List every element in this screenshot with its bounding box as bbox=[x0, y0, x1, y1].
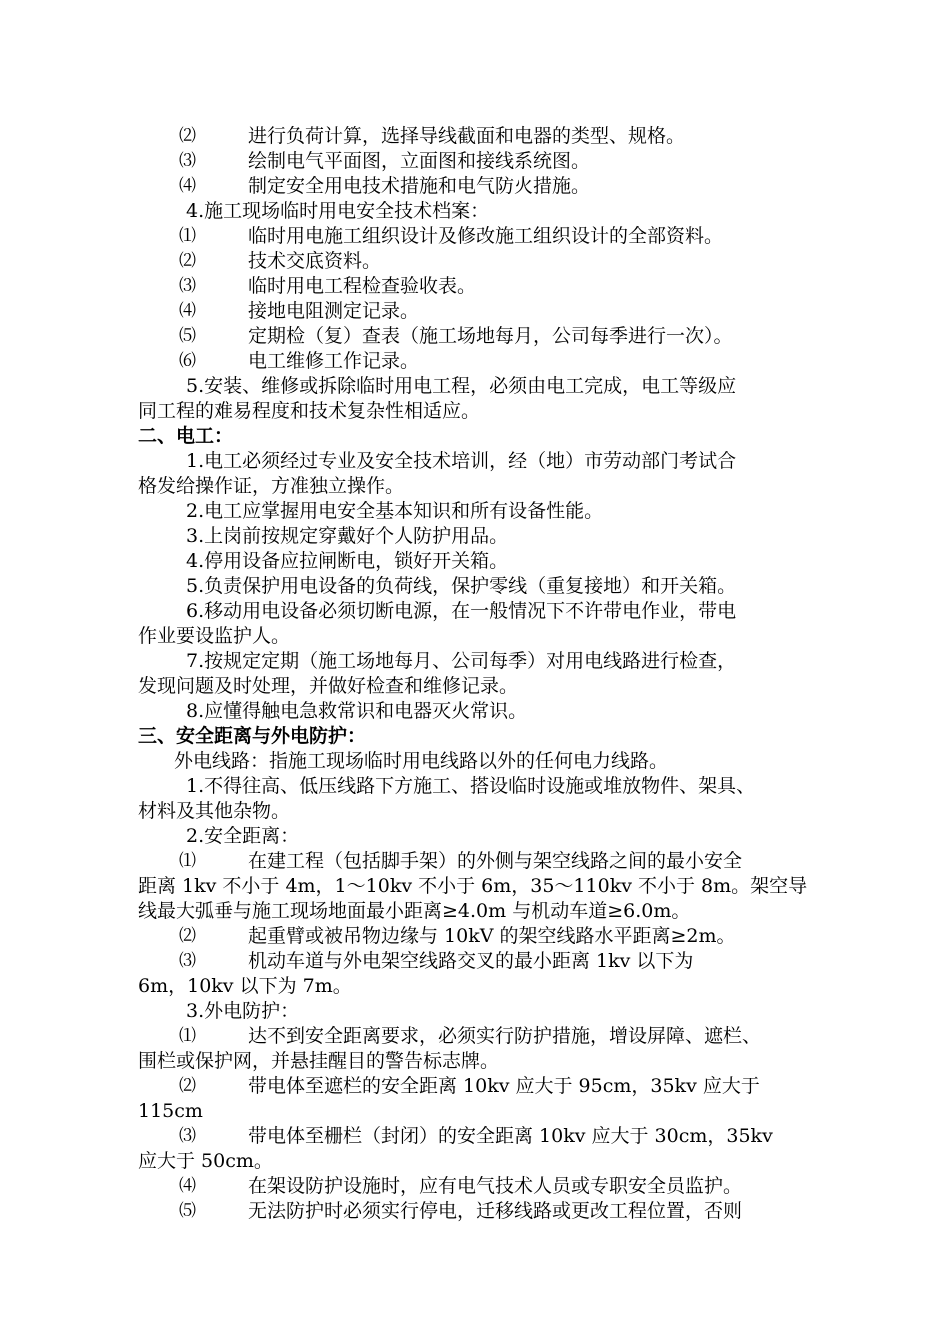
text-line bbox=[138, 1074, 850, 1099]
paragraph-text: 格发给操作证，方准独立操作。 bbox=[138, 475, 405, 497]
item-text: 在建工程（包括脚手架）的外侧与架空线路之间的最小安全 bbox=[248, 850, 743, 872]
section-heading bbox=[138, 424, 850, 449]
item-text: 带电体至遮栏的安全距离 10kv 应大于 95cm，35kv 应大于 bbox=[248, 1075, 760, 1097]
paragraph-line bbox=[138, 399, 850, 424]
item-number: ⑴ bbox=[179, 851, 196, 871]
item-text: 接地电阻测定记录。 bbox=[248, 300, 420, 322]
subheading bbox=[138, 999, 850, 1024]
paragraph-text: 作业要设监护人。 bbox=[138, 625, 291, 647]
item-number: ⑷ bbox=[179, 301, 196, 321]
section-heading-text: 三、安全距离与外电防护： bbox=[138, 725, 367, 747]
item-number: ⑵ bbox=[179, 251, 196, 271]
paragraph-text: 5.安装、维修或拆除临时用电工程，必须由电工完成，电工等级应 bbox=[186, 375, 737, 397]
paragraph-text: 8.应懂得触电急救常识和电器灭火常识。 bbox=[186, 700, 528, 722]
subheading-text: 4.施工现场临时用电安全技术档案： bbox=[186, 200, 490, 222]
subheading bbox=[138, 824, 850, 849]
text-line bbox=[138, 249, 850, 274]
item-text: 定期检（复）查表（施工场地每月，公司每季进行一次）。 bbox=[248, 325, 733, 347]
text-line bbox=[138, 1124, 850, 1149]
paragraph-line bbox=[138, 674, 850, 699]
text-line bbox=[138, 849, 850, 874]
subheading bbox=[138, 199, 850, 224]
item-number: ⑴ bbox=[179, 226, 196, 246]
text-line bbox=[138, 1024, 850, 1049]
paragraph-text: 发现问题及时处理，并做好检查和维修记录。 bbox=[138, 675, 519, 697]
text-line bbox=[138, 299, 850, 324]
section-heading bbox=[138, 724, 850, 749]
text-line bbox=[138, 324, 850, 349]
paragraph-text: 外电线路：指施工现场临时用电线路以外的任何电力线路。 bbox=[174, 750, 669, 772]
paragraph-line bbox=[138, 624, 850, 649]
paragraph-text: 1.不得往高、低压线路下方施工、搭设临时设施或堆放物件、架具、 bbox=[186, 775, 756, 797]
paragraph-line bbox=[138, 1099, 850, 1124]
item-number: ⑸ bbox=[179, 326, 196, 346]
paragraph-text: 同工程的难易程度和技术复杂性相适应。 bbox=[138, 400, 481, 422]
item-text: 临时用电施工组织设计及修改施工组织设计的全部资料。 bbox=[248, 225, 724, 247]
paragraph-text: 7.按规定定期（施工场地每月、公司每季）对用电线路进行检查， bbox=[186, 650, 737, 672]
item-text: 达不到安全距离要求，必须实行防护措施，增设屏障、遮栏、 bbox=[248, 1025, 762, 1047]
section-heading-text: 二、电工： bbox=[138, 425, 234, 447]
text-line bbox=[138, 124, 850, 149]
paragraph-text: 4.停用设备应拉闸断电，锁好开关箱。 bbox=[186, 550, 509, 572]
paragraph-text: 1.电工必须经过专业及安全技术培训，经（地）市劳动部门考试合 bbox=[186, 450, 737, 472]
item-text: 起重臂或被吊物边缘与 10kV 的架空线路水平距离≥2m。 bbox=[248, 925, 736, 947]
item-number: ⑴ bbox=[179, 1026, 196, 1046]
paragraph-line bbox=[138, 699, 850, 724]
text-line bbox=[138, 1174, 850, 1199]
text-line bbox=[138, 924, 850, 949]
paragraph-line bbox=[138, 474, 850, 499]
text-line bbox=[138, 174, 850, 199]
text-line bbox=[138, 1199, 850, 1224]
subheading-text: 2.安全距离： bbox=[186, 825, 300, 847]
paragraph-line bbox=[138, 524, 850, 549]
item-number: ⑶ bbox=[179, 276, 196, 296]
paragraph-text: 距离 1kv 不小于 4m，1～10kv 不小于 6m，35～110kv 不小于 8m。架空导 bbox=[138, 875, 808, 897]
text-line bbox=[138, 349, 850, 374]
paragraph-line bbox=[138, 374, 850, 399]
paragraph-text: 5.负责保护用电设备的负荷线，保护零线（重复接地）和开关箱。 bbox=[186, 575, 737, 597]
item-text: 进行负荷计算，选择导线截面和电器的类型、规格。 bbox=[248, 125, 686, 147]
paragraph-text: 线最大弧垂与施工现场地面最小距离≥4.0m 与机动车道≥6.0m。 bbox=[138, 900, 691, 922]
item-number: ⑶ bbox=[179, 1126, 196, 1146]
paragraph-text: 3.上岗前按规定穿戴好个人防护用品。 bbox=[186, 525, 509, 547]
paragraph-line bbox=[138, 749, 850, 774]
text-line bbox=[138, 274, 850, 299]
paragraph-line bbox=[138, 549, 850, 574]
paragraph-text: 2.电工应掌握用电安全基本知识和所有设备性能。 bbox=[186, 500, 604, 522]
paragraph-line bbox=[138, 799, 850, 824]
item-number: ⑹ bbox=[179, 351, 196, 371]
item-text: 带电体至栅栏（封闭）的安全距离 10kv 应大于 30cm，35kv bbox=[248, 1125, 773, 1147]
item-text: 技术交底资料。 bbox=[248, 250, 382, 272]
item-number: ⑵ bbox=[179, 1076, 196, 1096]
text-line bbox=[138, 224, 850, 249]
item-number: ⑶ bbox=[179, 951, 196, 971]
item-number: ⑵ bbox=[179, 926, 196, 946]
paragraph-line bbox=[138, 574, 850, 599]
paragraph-text: 材料及其他杂物。 bbox=[138, 800, 291, 822]
paragraph-line bbox=[138, 449, 850, 474]
paragraph-line bbox=[138, 1049, 850, 1074]
paragraph-text: 115cm bbox=[138, 1100, 203, 1122]
text-line bbox=[138, 949, 850, 974]
paragraph-text: 6.移动用电设备必须切断电源，在一般情况下不许带电作业，带电 bbox=[186, 600, 737, 622]
item-text: 无法防护时必须实行停电，迁移线路或更改工程位置，否则 bbox=[248, 1200, 743, 1222]
item-text: 电工维修工作记录。 bbox=[248, 350, 420, 372]
paragraph-line bbox=[138, 899, 850, 924]
item-number: ⑷ bbox=[179, 1176, 196, 1196]
paragraph-line bbox=[138, 499, 850, 524]
paragraph-line bbox=[138, 1149, 850, 1174]
paragraph-line bbox=[138, 974, 850, 999]
item-text: 在架设防护设施时，应有电气技术人员或专职安全员监护。 bbox=[248, 1175, 743, 1197]
paragraph-line bbox=[138, 874, 850, 899]
paragraph-line bbox=[138, 649, 850, 674]
item-number: ⑶ bbox=[179, 151, 196, 171]
subheading-text: 3.外电防护： bbox=[186, 1000, 300, 1022]
item-text: 临时用电工程检查验收表。 bbox=[248, 275, 477, 297]
item-text: 制定安全用电技术措施和电气防火措施。 bbox=[248, 175, 591, 197]
item-text: 机动车道与外电架空线路交叉的最小距离 1kv 以下为 bbox=[248, 950, 694, 972]
item-number: ⑸ bbox=[179, 1201, 196, 1221]
text-line bbox=[138, 149, 850, 174]
paragraph-text: 应大于 50cm。 bbox=[138, 1150, 273, 1172]
paragraph-text: 围栏或保护网，并悬挂醒目的警告标志牌。 bbox=[138, 1050, 500, 1072]
item-text: 绘制电气平面图，立面图和接线系统图。 bbox=[248, 150, 591, 172]
item-number: ⑷ bbox=[179, 176, 196, 196]
paragraph-text: 6m，10kv 以下为 7m。 bbox=[138, 975, 352, 997]
paragraph-line bbox=[138, 774, 850, 799]
item-number: ⑵ bbox=[179, 126, 196, 146]
paragraph-line bbox=[138, 599, 850, 624]
